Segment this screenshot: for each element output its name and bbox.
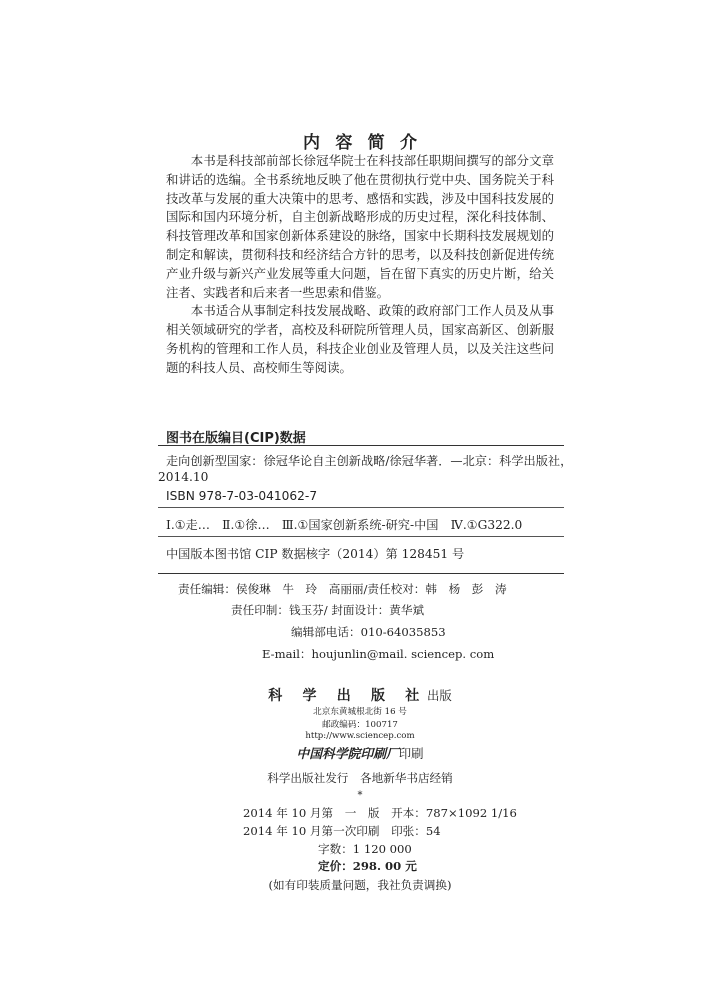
printing-line: 2014 年 10 月第一次印刷 印张：54 [243, 824, 441, 838]
cip-year-line: 2014.10 [158, 470, 209, 484]
printer-name: 中国科学院印刷厂 [296, 747, 399, 762]
printer-suffix: 印刷 [398, 746, 424, 761]
publisher-suffix: 出版 [427, 688, 452, 703]
quality-notice: (如有印装质量问题，我社负责调换) [268, 878, 452, 892]
word-count: 字数：1 120 000 [318, 842, 412, 856]
cip-heading: 图书在版编目(CIP)数据 [166, 431, 306, 446]
summary-body [166, 152, 554, 378]
separator-mark: * [357, 790, 363, 801]
cip-divider [158, 507, 564, 508]
price: 定价：298. 00 元 [318, 859, 417, 873]
publisher-postcode: 邮政编码：100717 [322, 720, 398, 730]
publisher-line [0, 685, 720, 705]
publisher-website: http://www.sciencep.com [305, 731, 415, 741]
cip-isbn: ISBN 978-7-03-041062-7 [166, 489, 318, 503]
edition-line: 2014 年 10 月第 一 版 开本：787×1092 1/16 [243, 806, 517, 820]
printer-line [0, 743, 720, 762]
summary-paragraph: 本书适合从事制定科技发展战略、政策的政府部门工作人员及从事相关领域研究的学者，高校及科研院所管理人员，国家高新区、创新服务机构的管理和工作人员，科技企业创业及管理人员，以及关注这些问题的科技人员、高校师生等阅读。 [166, 303, 554, 375]
credits-email: E-mail：houjunlin@mail. sciencep. com [262, 647, 495, 661]
distribution-line: 科学出版社发行 各地新华书店经销 [267, 771, 453, 785]
cip-data-box [158, 445, 573, 574]
credits-editors: 责任编辑：侯俊琳 牛 玲 高丽丽/责任校对：韩 杨 彭 涛 [178, 582, 507, 596]
publisher-address: 北京东黄城根北街 16 号 [313, 707, 407, 717]
summary-title: 内容简介 [303, 133, 433, 153]
cip-title-line: 走向创新型国家：徐冠华论自主创新战略/徐冠华著．—北京：科学出版社， [166, 454, 573, 468]
publisher-name: 科 学 出 版 社 [268, 688, 427, 704]
summary-paragraph: 本书是科技部前部长徐冠华院士在科技部任职期间撰写的部分文章和讲话的选编。全书系统地反映了他在贯彻执行党中央、国务院关于科技改革与发展的重大决策中的思考、感悟和实践，涉及中国科技发展的国际和国内环境分析，自主创新战略形成的历史过程，深化科技体制、科技管理改革和国家创新体系建设的脉络，国家中长期科技发展规划的制定和解读，贯彻科技和经济结合方针的思考，以及科技创新促进传统产业升级与新兴产业发展等重大问题，旨在留下真实的历史片断，给关注者、实践者和后来者一些思索和借鉴。 [166, 153, 554, 300]
cip-classification: Ⅰ.①走… Ⅱ.①徐… Ⅲ.①国家创新系统-研究-中国 Ⅳ.①G322.0 [166, 518, 523, 532]
credits-phone: 编辑部电话：010-64035853 [291, 625, 446, 639]
cip-record: 中国版本图书馆 CIP 数据核字（2014）第 128451 号 [166, 547, 465, 561]
cip-divider [158, 536, 564, 537]
credits-print-design: 责任印制：钱玉芬/ 封面设计：黄华斌 [231, 603, 425, 617]
